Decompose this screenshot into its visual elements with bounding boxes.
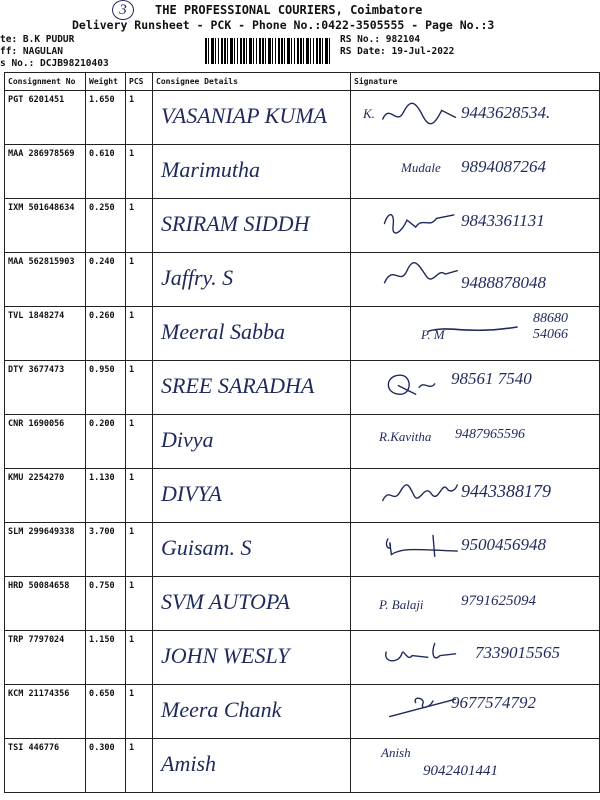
consignment-no: KMU 2254270 [5,469,86,523]
signature-cell [351,631,600,685]
consignee-name: JOHN WESLY [161,643,290,668]
consignee-name: Divya [161,427,214,452]
consignment-no: CNR 1690056 [5,415,86,469]
weight: 0.650 [86,685,126,739]
drs-number: s No.: DCJB98210403 [0,58,109,69]
column-header-consignment: Consignment No [5,73,86,91]
signature-cell [351,469,600,523]
signature-scribble [381,529,459,561]
table-header-row [5,73,600,91]
consignee-name: Jaffry. S [161,265,234,290]
signer-phone: 88680 54066 [533,311,568,343]
column-header-signature: Signature [351,73,600,91]
consignee-cell [153,685,351,739]
table-row [5,91,600,145]
signature-cell [351,523,600,577]
consignment-no: KCM 21174356 [5,685,86,739]
pcs: 1 [126,145,153,199]
weight: 0.610 [86,145,126,199]
consignee-cell [153,739,351,793]
runsheet-table [4,72,600,793]
signer-name: P. M [421,327,445,342]
pcs: 1 [126,199,153,253]
signer-phone: 9443388179 [461,481,551,501]
pcs: 1 [126,307,153,361]
consignee-name: VASANIAP KUMA [161,103,327,128]
signature-cell [351,307,600,361]
consignee-name: Meera Chank [161,697,282,722]
staff-label: ff: NAGULAN [0,46,63,57]
consignee-name: Meeral Sabba [161,319,286,344]
signature-cell [351,91,600,145]
consignee-cell [153,307,351,361]
weight: 0.950 [86,361,126,415]
signature-cell [351,685,600,739]
page-number-mark: 3 [112,0,134,20]
signature-cell [351,739,600,793]
consignee-cell [153,631,351,685]
signer-phone: 9488878048 [461,273,546,292]
consignment-no: TSI 446776 [5,739,86,793]
column-header-consignee: Consignee Details [153,73,351,91]
pcs: 1 [126,91,153,145]
consignee-name: DIVYA [161,481,222,506]
signature-cell [351,577,600,631]
weight: 0.260 [86,307,126,361]
signer-phone: 9894087264 [461,157,546,176]
signer-name: Anish [381,745,411,760]
signature-scribble [381,205,459,237]
signature-scribble [381,637,459,669]
weight: 1.150 [86,631,126,685]
signer-name: K. [363,106,375,121]
signature-cell [351,361,600,415]
company-name: THE PROFESSIONAL COURIERS, Coimbatore [155,3,423,17]
signer-phone: 9443628534. [461,103,551,122]
table-row [5,307,600,361]
table-row [5,631,600,685]
signature-scribble [381,97,459,129]
consignee-cell [153,253,351,307]
consignment-no: HRD 50084658 [5,577,86,631]
signer-name: P. Balaji [379,597,424,612]
table-row [5,253,600,307]
runsheet-title: Delivery Runsheet - PCK - Phone No.:0422-3505555 - Page No.:3 [72,18,495,32]
signer-phone: 9843361131 [461,211,545,230]
table-row [5,685,600,739]
consignee-name: SVM AUTOPA [161,589,290,614]
pcs: 1 [126,577,153,631]
table-row [5,415,600,469]
consignee-cell [153,469,351,523]
pcs: 1 [126,469,153,523]
column-header-pcs: PCS [126,73,153,91]
table-row [5,577,600,631]
consignee-name: SRIRAM SIDDH [161,211,310,236]
consignee-name: Amish [161,751,216,776]
signature-scribble [381,475,459,507]
signature-cell [351,199,600,253]
consignee-cell [153,91,351,145]
pcs: 1 [126,739,153,793]
signer-name: R.Kavitha [379,429,432,444]
pcs: 1 [126,361,153,415]
signature-cell [351,253,600,307]
weight: 0.750 [86,577,126,631]
consignment-no: DTY 3677473 [5,361,86,415]
weight: 1.650 [86,91,126,145]
route-label: te: B.K PUDUR [0,34,75,45]
pcs: 1 [126,253,153,307]
consignment-no: MAA 562815903 [5,253,86,307]
signer-phone: 9500456948 [461,535,546,554]
pcs: 1 [126,685,153,739]
table-row [5,199,600,253]
column-header-weight: Weight [86,73,126,91]
consignee-cell [153,523,351,577]
pcs: 1 [126,631,153,685]
signer-phone: 9791625094 [461,593,536,609]
table-row [5,739,600,793]
signer-phone: 98561 7540 [451,369,532,388]
signature-cell [351,415,600,469]
weight: 0.200 [86,415,126,469]
weight: 1.130 [86,469,126,523]
weight: 3.700 [86,523,126,577]
consignment-no: IXM 501648634 [5,199,86,253]
signature-scribble [381,367,459,399]
signature-scribble [381,259,459,291]
consignee-cell [153,361,351,415]
signature-scribble [381,691,459,723]
pcs: 1 [126,415,153,469]
table-row [5,523,600,577]
consignee-cell [153,145,351,199]
table-row [5,361,600,415]
table-row [5,469,600,523]
consignee-name: SREE SARADHA [161,373,315,398]
table-row [5,145,600,199]
rs-date: RS Date: 19-Jul-2022 [340,46,455,57]
consignment-no: SLM 299649338 [5,523,86,577]
signer-phone: 9042401441 [423,763,498,779]
consignment-no: TRP 7797024 [5,631,86,685]
consignment-no: PGT 6201451 [5,91,86,145]
consignee-name: Guisam. S [161,535,252,560]
signer-name: Mudale [401,160,441,175]
weight: 0.300 [86,739,126,793]
barcode [205,38,330,64]
weight: 0.250 [86,199,126,253]
signature-cell [351,145,600,199]
consignee-cell [153,199,351,253]
signer-phone: 7339015565 [475,643,560,662]
pcs: 1 [126,523,153,577]
consignee-name: Marimutha [161,157,260,182]
consignment-no: MAA 286978569 [5,145,86,199]
signer-phone: 9677574792 [451,693,536,712]
consignee-cell [153,415,351,469]
consignment-no: TVL 1848274 [5,307,86,361]
signer-phone: 9487965596 [455,427,525,442]
signature-scribble [399,315,519,339]
rs-number: RS No.: 982104 [340,34,421,45]
weight: 0.240 [86,253,126,307]
consignee-cell [153,577,351,631]
